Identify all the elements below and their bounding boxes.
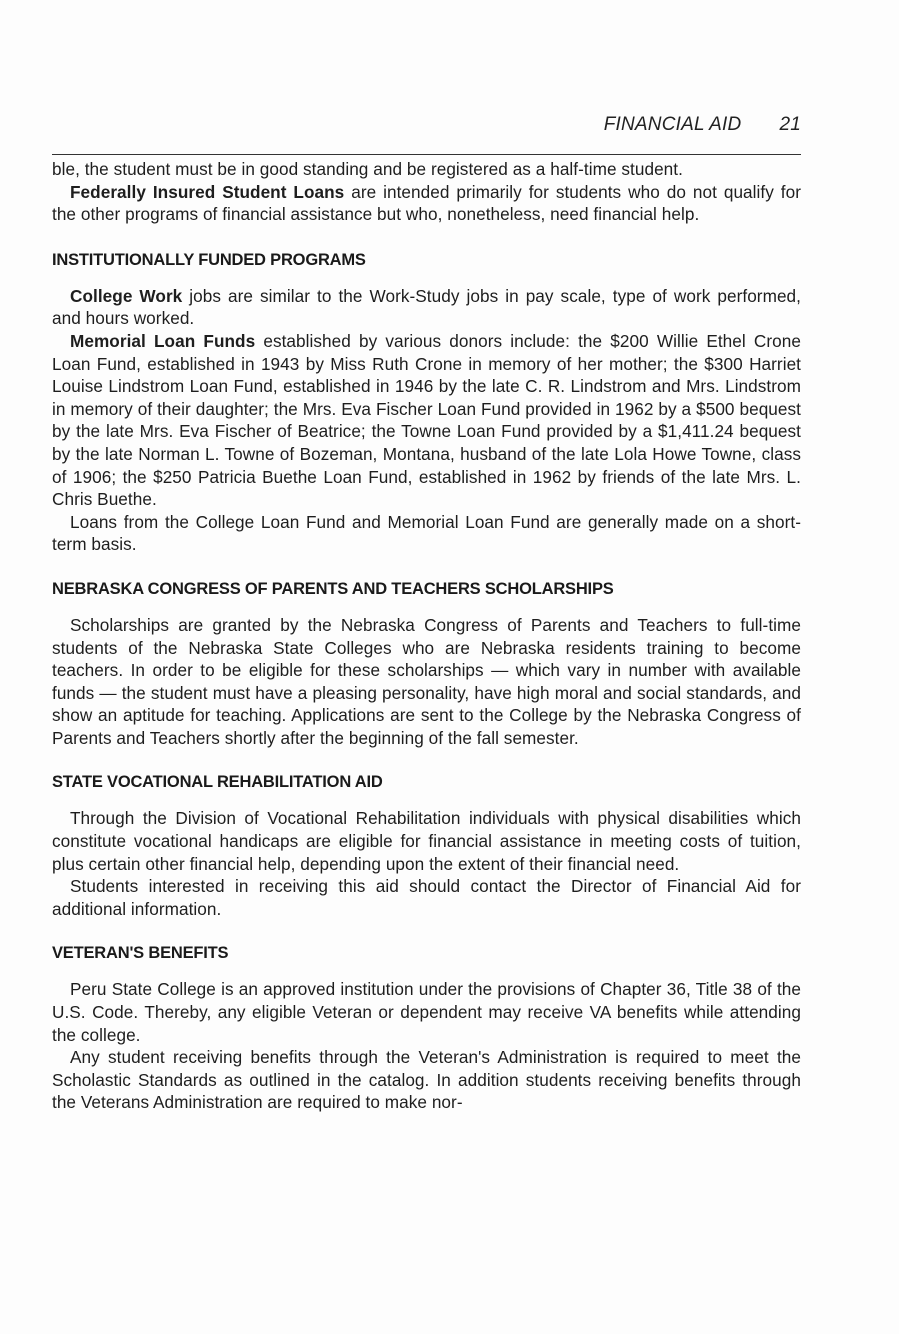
section-heading: INSTITUTIONALLY FUNDED PROGRAMS: [52, 250, 366, 269]
term-memorial-loan-funds: Memorial Loan Funds: [70, 330, 256, 351]
section-vocational-rehabilitation: [52, 771, 801, 920]
running-header: [604, 114, 801, 136]
scholastic-standards-paragraph: Any student receiving benefits through the Veteran's Administration is required to meet the Scholastic Standards as outlined in the catalog. In addition students receiving benefits through the Veterans Administration are required to make nor-: [52, 1047, 801, 1113]
section-heading: NEBRASKA CONGRESS OF PARENTS AND TEACHERS SCHOLARSHIPS: [52, 579, 614, 598]
section-nebraska-congress: [52, 578, 801, 750]
section-heading: STATE VOCATIONAL REHABILITATION AID: [52, 773, 383, 792]
contact-director-paragraph: Students interested in receiving this aid should contact the Director of Financial Aid for additional information.: [52, 876, 801, 919]
memorial-loan-paragraph: Memorial Loan Funds established by various donors include: the $200 Willie Ethel Crone Loan Fund, established in 1943 by Miss Ruth Crone in memory of her mother; the $300 Harriet Louise Lindstrom Loan Fund, established in 1946 by the late C. R. Lindstrom and Mrs. Lindstrom in memory of their daughter; the Mrs. Eva Fischer Loan Fund provided in 1962 by a $500 bequest by the late Mrs. Eva Fischer of Beatrice; the Towne Loan Fund provided by a $1,411.24 bequest by the late Norman L. Towne of Bozeman, Montana, husband of the late Lola Howe Towne, class of 1906; the $250 Patricia Buethe Loan Fund, established in 1962 by friends of the late Mrs. L. Chris Buethe.: [52, 330, 801, 510]
section-title: FINANCIAL AID: [603, 114, 742, 135]
page-number: 21: [779, 114, 801, 135]
section-institutionally-funded: [52, 249, 801, 556]
section-heading: VETERAN'S BENEFITS: [52, 944, 229, 963]
federally-insured-paragraph: Federally Insured Student Loans are intended primarily for students who do not qualify for the other programs of financial assistance but who, nonetheless, need financial help.: [52, 181, 801, 225]
header-rule: [52, 154, 801, 155]
approved-institution-paragraph: Peru State College is an approved institution under the provisions of Chapter 36, Title 38 of the U.S. Code. Thereby, any eligible Veteran or dependent may receive VA benefits while attending the college.: [52, 979, 801, 1045]
rehabilitation-paragraph: Through the Division of Vocational Rehabilitation individuals with physical disabilities which constitute vocational handicaps are eligible for financial assistance in meeting costs of tuition, plus certain other financial help, depending upon the extent of their financial need.: [52, 808, 801, 874]
page-content: [52, 158, 801, 1114]
section-veterans-benefits: [52, 942, 801, 1114]
loans-short-term-paragraph: Loans from the College Loan Fund and Memorial Loan Fund are generally made on a short-term basis.: [52, 511, 801, 555]
college-work-paragraph: College Work jobs are similar to the Work-Study jobs in pay scale, type of work performed, and hours worked.: [52, 285, 801, 329]
continuation-paragraph: ble, the student must be in good standing and be registered as a half-time student.: [52, 159, 683, 179]
scholarships-paragraph: Scholarships are granted by the Nebraska Congress of Parents and Teachers to full-time students of the Nebraska State Colleges who are Nebraska residents training to become teachers. In order to be eligible for these scholarships — which vary in number with available funds — the student must have a pleasing personality, have high moral and social standards, and show an aptitude for teaching. Applications are sent to the College by the Nebraska Congress of Parents and Teachers shortly after the beginning of the fall semester.: [52, 614, 801, 748]
term-federally-insured: Federally Insured Student Loans: [70, 181, 345, 202]
term-college-work: College Work: [70, 285, 183, 306]
